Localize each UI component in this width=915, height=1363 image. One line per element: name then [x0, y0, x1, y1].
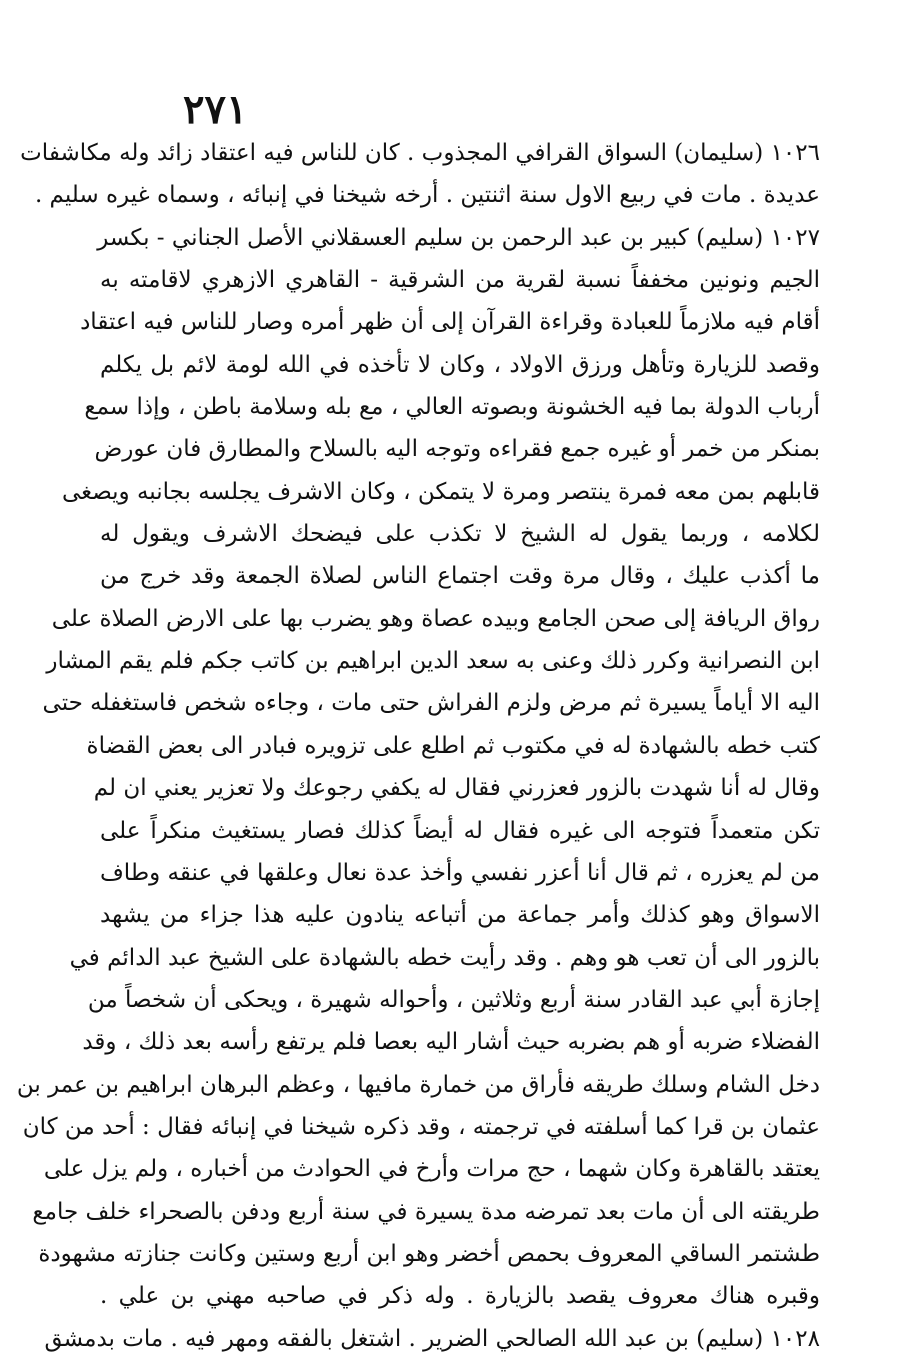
text-line: طريقته الى أن مات بعد تمرضه مدة يسيرة في سنة أربع ودفن بالصحراء خلف جامع — [32, 1198, 820, 1225]
text-line: يعتقد بالقاهرة وكان شهما ، حج مرات وأرخ في الحوادث من أخباره ، ولم يزل على — [43, 1156, 820, 1183]
text-line: الفضلاء ضربه أو هم بضربه حيث أشار اليه بعصا فلم يرتفع رأسه بعد ذلك ، وقد — [82, 1029, 820, 1056]
text-line: عثمان بن قرا كما أسلفته في ترجمته ، وقد ذكره شيخنا في إنبائه فقال : أحد من كان — [22, 1113, 820, 1140]
text-line: قابلهم بمن معه فمرة ينتصر ومرة لا يتمكن ، وكان الاشرف يجلسه بجانبه ويصغى — [61, 478, 820, 505]
text-line: طشتمر الساقي المعروف بحمص أخضر وهو ابن أربع وستين وكانت جنازته مشهودة — [38, 1240, 820, 1267]
text-line: أرباب الدولة بما فيه الخشونة وبصوته العالي ، مع بله وسلامة باطن ، وإذا سمع — [84, 394, 820, 421]
text-line: عديدة . مات في ربيع الاول سنة اثنتين . أرخه شيخنا في إنبائه ، وسماه غيره سليم . — [34, 182, 820, 209]
text-line: بمنكر من خمر أو غيره جمع فقراءه وتوجه اليه بالسلاح والمطارق فان عورض — [94, 436, 820, 463]
text-line: وقبره هناك معروف يقصد بالزيارة . وله ذكر في صاحبه مهني بن علي . — [100, 1283, 820, 1310]
text-line: الاسواق وهو كذلك وأمر جماعة من أتباعه ينادون عليه هذا جزاء من يشهد — [100, 902, 820, 929]
text-line: ١٠٢٨ (سليم) بن عبد الله الصالحي الضرير . اشتغل بالفقه ومهر فيه . مات بدمشق — [44, 1325, 820, 1352]
text-line: إجازة أبي عبد القادر سنة أربع وثلاثين ، وأحواله شهيرة ، ويحكى أن شخصاً من — [87, 986, 820, 1013]
text-line: وقال له أنا شهدت بالزور فعزرني فقال له يكفي رجوعك ولا تعزير يعني ان لم — [93, 775, 820, 802]
text-line: اليه الا أياماً يسيرة ثم مرض ولزم الفراش حتى مات ، وجاءه شخص فاستغفله حتى — [42, 690, 820, 717]
text-line: من لم يعزره ، ثم قال أنا أعزر نفسي وأخذ عدة نعال وعلقها في عنقه وطاف — [99, 859, 820, 886]
text-line: تكن متعمداً فتوجه الى غيره فقال له أيضاً كذلك فصار يستغيث منكراً على — [100, 817, 820, 844]
text-line: ابن النصرانية وكرر ذلك وعنى به سعد الدين ابراهيم بن كاتب جكم فلم يقم المشار — [46, 648, 820, 675]
text-line: الجيم ونونين مخففاً نسبة لقرية من الشرقية - القاهري الازهري لاقامته به — [100, 267, 820, 294]
text-line: دخل الشام وسلك طريقه فأراق من خمارة مافيها ، وعظم البرهان ابراهيم بن عمر بن — [16, 1071, 820, 1098]
text-line: بالزور الى أن تعب هو وهم . وقد رأيت خطه بالشهادة على الشيخ عبد الدائم في — [69, 944, 820, 971]
text-line: رواق الريافة إلى صحن الجامع وبيده عصاة وهو يضرب بها على الارض الصلاة على — [51, 605, 820, 632]
text-line: ١٠٢٦ (سليمان) السواق القرافي المجذوب . كان للناس فيه اعتقاد زائد وله مكاشفات — [20, 140, 820, 166]
text-line: أقام فيه ملازماً للعبادة وقراءة القرآن إلى أن ظهر أمره وصار للناس فيه اعتقاد — [80, 309, 820, 336]
text-line: لكلامه ، وربما يقول له الشيخ لا تكذب على فيضحك الاشرف ويقول له — [100, 521, 820, 548]
text-line: ١٠٢٧ (سليم) كبير بن عبد الرحمن بن سليم العسقلاني الأصل الجناني - بكسر — [97, 224, 820, 251]
text-line: ما أكذب عليك ، وقال مرة وقت اجتماع الناس لصلاة الجمعة وقد خرج من — [100, 563, 820, 590]
text-line: وقصد للزيارة وتأهل ورزق الاولاد ، وكان لا تأخذه في الله لومة لائم بل يكلم — [100, 351, 820, 378]
text-line: كتب خطه بالشهادة له في مكتوب ثم اطلع على تزويره فبادر الى بعض القضاة — [86, 732, 820, 759]
text-block — [16, 132, 820, 1360]
page-number: ٢٧١ — [183, 86, 248, 133]
